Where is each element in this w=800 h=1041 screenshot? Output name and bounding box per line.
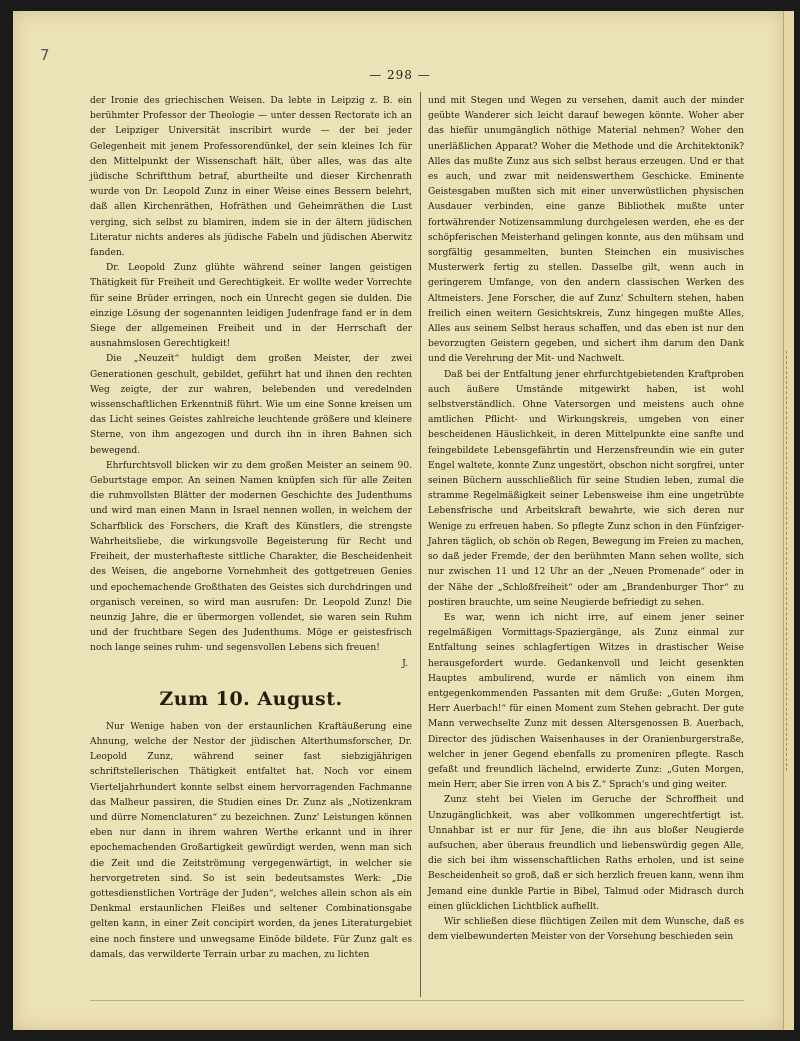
margin-annotation: 7 (40, 46, 50, 64)
page-number: — 298 — (369, 68, 431, 82)
paragraph: und mit Stegen und Wegen zu versehen, damit auch der minder geübte Wanderer sich leicht darauf bewegen könnte. Woher aber das hiefür unumgänglich nöthige Material nehmen? Woher den unerläßlichen Apparat? Woher die Methode und die Architektonik? Alles das mußte Zunz aus sich selbst heraus erzeugen. Und er that es auch, und zwar mit neidenswerthem Geschicke. Eminente Geistesgaben mußten sich mit einer unverwüstlichen physischen Ausdauer verbinden, eine ganze Bibliothek mußte unter fortwährender Notizensammlung durchgelesen werden, ehe es der schöpferischen Meisterhand gelingen konnte, aus den mühsam und sorgfältig gesammelten, bunten Steinchen ein musivisches Musterwerk fertig zu stellen. Dasselbe gilt, wenn auch in geringerem Umfange, von den andern classischen Werken des Altmeisters. Jene Forscher, die auf Zunz' Schultern stehen, haben freilich einen weitern Gesichtskreis, Zunz hingegen mußte Alles, Alles aus seinem Selbst heraus schaffen, und das eben ist nur den bevorzugten Geistern gegeben, und sichert ihm darum den Dank und die Verehrung der Mit- und Nachwelt. (428, 96, 744, 365)
paragraph: Die „Neuzeit“ huldigt dem großen Meister, der zwei Generationen geschult, gebildet, geführt hat und ihnen den rechten Weg zeigte, der zur wahren, belebenden und veredelnden wissenschaftlichen Erkenntniß führt. Wie um eine Sonne kreisen um das Licht seines Geistes zahlreiche leuchtende größere und kleinere Sterne, von ihm angezogen und durch ihn in ihren Bahnen sich bewegend. (90, 354, 412, 456)
next-page-edge (783, 11, 794, 1030)
paragraph: Es war, wenn ich nicht irre, auf einem jener seiner regelmäßigen Vormittags-Spaziergänge, als Zunz einmal zur Entfaltung seines schlagfertigen Witzes in drastischer Weise herausgefordert wurde. Gedankenvoll und leicht gesenkten Hauptes ambulirend, wurde er nämlich von einem ihm entgegenkommenden Passanten mit dem Gruße: „Guten Morgen, Herr Auerbach!“ für einen Moment zum Stehen gebracht. Der gute Mann verwechselte Zunz mit dessen Altersgenossen B. Auerbach, Director des jüdischen Waisenhauses in der Oranienburgerstraße, welcher in jener Gegend ebenfalls zu promeniren pflegte. Rasch gefaßt und freundlich lächelnd, erwiderte Zunz: „Guten Morgen, mein Herr, aber Sie irren von A bis Z.“ Sprach's und ging weiter. (428, 612, 744, 791)
bottom-rule (90, 1000, 744, 1001)
paragraph: Daß bei der Entfaltung jener ehrfurchtgebietenden Kraftproben auch äußere Umstände mitgewirkt haben, ist wohl selbstverständlich. Ohne Vatersorgen und meistens auch ohne amtlichen Pflicht- und Wirkungskreis, umgeben von einer bescheidenen Häuslichkeit, in deren Mittelpunkte eine sanfte und feingebildete Lebensgefährtin und Herzensfreundin wie ein guter Engel waltete, konnte Zunz ungestört, obschon nicht sorgfrei, unter seinen Büchern ausschließlich für seine Studien leben, zumal die stramme Regelmäßigkeit seiner Lebensweise ihm eine ungetrübte Lebensfrische und Arbeitskraft bewahrte, wie sich deren nur Wenige zu erfreuen haben. So pflegte Zunz schon in den Fünfziger-Jahren täglich, ob schön ob Regen, Bewegung im Freien zu machen, so daß jeder Fremde, der den berühmten Mann sehen wollte, sich nur zwischen 11 und 12 Uhr an der „Neuen Promenade“ oder in der Nähe der „Schloßfreiheit“ oder am „Brandenburger Thor“ zu postiren brauchte, um seine Neugierde befriedigt zu sehen. (428, 369, 744, 608)
paragraph: der Ironie des griechischen Weisen. Da lebte in Leipzig z. B. ein berühmter Professor der Theologie — unter dessen Rectorate ich an der Leipziger Universität inscribirt wurde — der bei jeder Gelegenheit mit jenem Professorendünkel, der sein kleines Ich für den Mittelpunkt der Wissenschaft hält, über alles, was das alte jüdische Schriftthum betraf, aburtheilte und dieser Kirchenrath wurde von Dr. Leopold Zunz in einer Weise eines Bessern belehrt, daß allen Kirchenräthen, Hofräthen und Geheimräthen die Lust verging, sich selbst zu blamiren, indem sie in der ältern jüdischen Literatur nichts anderes als jüdische Fabeln und jüdischen Aberwitz fanden. (90, 96, 412, 259)
paragraph: Nur Wenige haben von der erstaunlichen Kraftäußerung eine Ahnung, welche der Nestor der jüdischen Alterthumsforscher, Dr. Leopold Zunz, während seiner fast siebzigjährigen schriftstellerischen Thätigkeit entfaltet hat. Noch vor einem Vierteljahrhundert konnte selbst einem hervorragenden Fachmanne das Malheur passiren, die Studien eines Dr. Zunz als „Notizenkram und dürre Nomenclaturen“ zu bezeichnen. Zunz' Leistungen können eben nur dann in ihrem wahren Werthe erkannt und in ihrer epochemachenden Großartigkeit gewürdigt werden, wenn man sich die Zeit und die Zeitströmung vergegenwärtigt, in welcher sie hervorgetreten sind. So ist sein bedeutsamstes Werk: „Die gottesdienstlichen Vorträge der Juden“, welches allein schon als ein Denkmal erstaunlichen Fleißes und seltener Combinationsgabe gelten kann, in einer Zeit concipirt worden, da jenes Literaturgebiet eine noch finstere und unwegsame Einöde bildete. Für Zunz galt es damals, das verwilderte Terrain urbar zu machen, zu lichten (90, 721, 412, 960)
author-signature: J. (402, 658, 408, 669)
paragraph: Wir schließen diese flüchtigen Zeilen mit dem Wunsche, daß es dem vielbewunderten Meister von der Vorsehung beschieden sein (428, 916, 744, 943)
paragraph: Ehrfurchtsvoll blicken wir zu dem großen Meister an seinem 90. Geburtstage empor. An seinen Namen knüpfen sich für alle Zeiten die ruhmvollsten Blätter der modernen Geschichte des Judenthums und wird man einen Mann in Israel nennen wollen, in welchem der Scharfblick des Forschers, die Kraft des Künstlers, die strengste Wahrheitsliebe, die wirkungsvolle Begeisterung für Recht und Freiheit, der musterhafteste sittliche Charakter, die Bescheidenheit des Weisen, die angeborne Vornehmheit des gottgetreuen Genies und epochemachende Großthaten des Geistes sich durchdringen und organisch vereinen, so wird man ausrufen: Dr. Leopold Zunz! Die neunzig Jahre, die er übermorgen vollendet, sie waren sein Ruhm und der fruchtbare Segen des Judenthums. Möge er geistesfrisch noch lange seines ruhm- und segensvollen Lebens sich freuen! (90, 460, 412, 654)
column-divider (420, 92, 421, 997)
page-fold-line (786, 351, 791, 771)
left-column (90, 94, 412, 963)
right-column (428, 94, 744, 945)
paragraph: Dr. Leopold Zunz glühte während seiner langen geistigen Thätigkeit für Freiheit und Gerechtigkeit. Er wollte weder Vorrechte für seine Brüder erringen, noch ein Unrecht gegen sie dulden. Die einzige Lösung der sogenannten leidigen Judenfrage fand er in dem Siege der allgemeinen Freiheit und in der Herrschaft der ausnahmslosen Gerechtigkeit! (90, 263, 412, 350)
article-heading: Zum 10. August. (159, 687, 343, 710)
paragraph: Zunz steht bei Vielen im Geruche der Schroffheit und Unzugänglichkeit, was aber vollkommen ungerechtfertigt ist. Unnahbar ist er nur für Jene, die ihn aus bloßer Neugierde aufsuchen, aber überaus freundlich und liebenswürdig gegen Alle, die sich bei ihm wissenschaftlichen Raths erholen, und ist seine Bescheidenheit so groß, daß er sich herzlich freuen kann, wenn ihm Jemand eine dunkle Partie in Bibel, Talmud oder Midrasch durch einen glücklichen Lichtblick aufhellt. (428, 795, 744, 912)
